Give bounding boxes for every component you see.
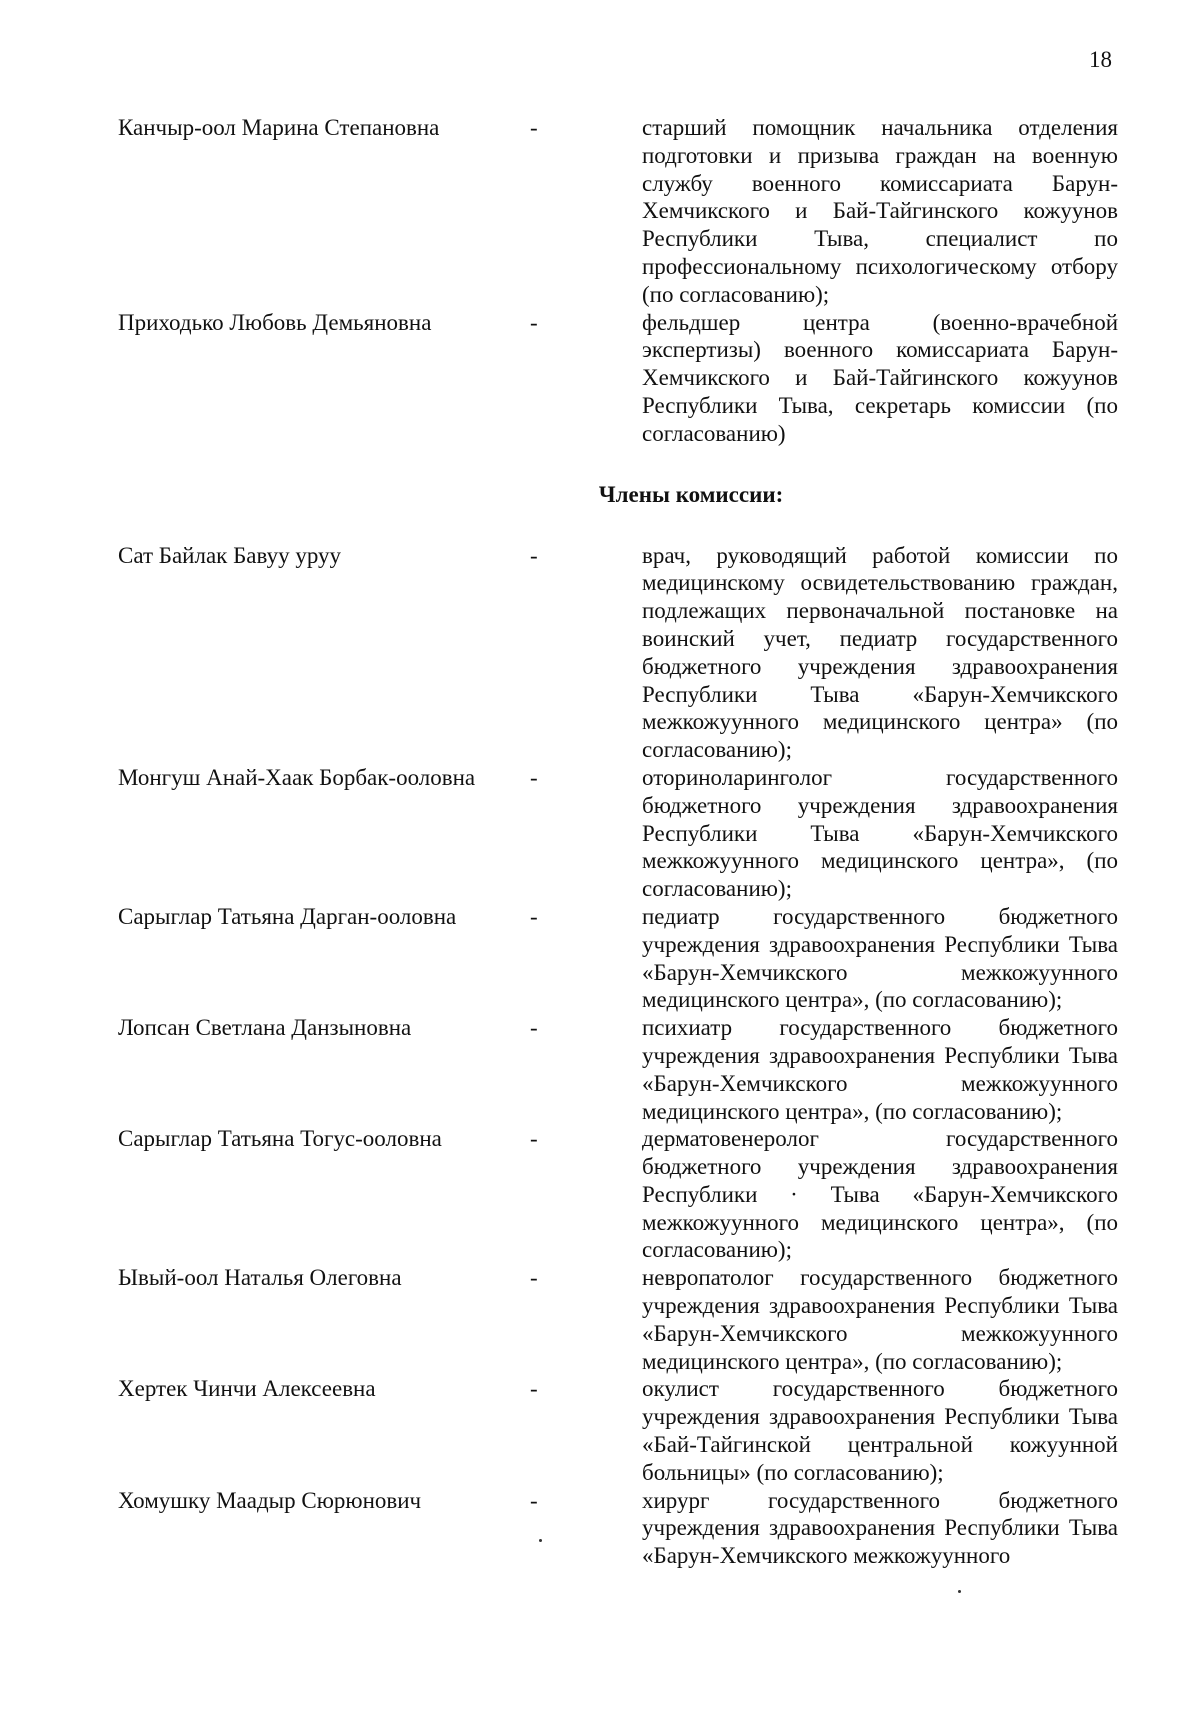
person-role: фельдшер центра (военно-врачебной экспертизы) военного комиссариата Барун-Хемчикского и Бай-Тайгинского кожуунов Республики Тыва, секретарь комиссии (по согласованию) (642, 309, 1118, 446)
member-role: окулист государственного бюджетного учреждения здравоохранения Республики Тыва «Бай-Тайгинской центральной кожуунной больницы» (по согласованию); (642, 1376, 1118, 1485)
member-role: дерматовенеролог государственного бюджетного учреждения здравоохранения Республики · Тыва «Барун-Хемчикского межкожуунного медицинского центра», (по согласованию); (642, 1126, 1118, 1263)
member-role: невропатолог государственного бюджетного учреждения здравоохранения Республики Тыва «Барун-Хемчикского межкожуунного медицинского центра», (по согласованию); (642, 1265, 1118, 1374)
member-name: Монгуш Анай-Хаак Борбак-ооловна (118, 764, 476, 790)
member-entry (118, 764, 1118, 903)
member-name: Хомушку Маадыр Сюрюнович (118, 1487, 422, 1513)
member-name: Сарыглар Татьяна Тогус-ооловна (118, 1126, 442, 1152)
dash-separator: - (530, 1015, 538, 1041)
member-role: педиатр государственного бюджетного учреждения здравоохранения Республики Тыва «Барун-Хемчикского межкожуунного медицинского центра», (по согласованию); (642, 903, 1118, 1013)
person-name: Приходько Любовь Демьяновна (118, 309, 432, 335)
member-name: Сат Байлак Бавуу уруу (118, 542, 342, 568)
member-role: психиатр государственного бюджетного учреждения здравоохранения Республики Тыва «Барун-Хемчикского межкожуунного медицинского центра», (по согласованию); (642, 1015, 1118, 1124)
person-role: старший помощник начальника отделения подготовки и призыва граждан на военную службу военного комиссариата Барун-Хемчикского и Бай-Тайгинского кожуунов Республики Тыва, специалист по профессиональному психологическому отбору (по согласованию); (642, 115, 1118, 307)
member-entry (118, 542, 1118, 764)
member-role: врач, руководящий работой комиссии по медицинскому освидетельствованию граждан, подлежащих первоначальной постановке на воинский учет, педиатр государственного бюджетного учреждения здравоохранения Республики Тыва «Барун-Хемчикского межкожуунного медицинского центра» (по согласованию); (642, 542, 1118, 763)
member-name: Ывый-оол Наталья Олеговна (118, 1265, 402, 1291)
member-name: Сарыглар Татьяна Дарган-ооловна (118, 903, 457, 929)
member-entry (118, 1125, 1118, 1264)
dash-separator: - (530, 1487, 538, 1513)
member-role: хирург государственного бюджетного учреждения здравоохранения Республики Тыва «Барун-Хемчикского межкожуунного (642, 1487, 1118, 1569)
member-entry (118, 1264, 1118, 1375)
dash-separator: - (530, 542, 538, 568)
scan-artifact (539, 1539, 542, 1542)
member-entry (118, 903, 1118, 1014)
person-name: Канчыр-оол Марина Степановна (118, 115, 440, 140)
member-role: оториноларинголог государственного бюджетного учреждения здравоохранения Республики Тыва «Барун-Хемчикского межкожуунного медицинского центра», (по согласованию); (642, 764, 1118, 902)
member-name: Хертек Чинчи Алексеевна (118, 1376, 376, 1402)
dash-separator: - (530, 1265, 538, 1291)
scan-artifact (958, 1590, 961, 1593)
dash-separator: - (530, 903, 538, 929)
dash-separator: - (530, 1376, 538, 1402)
page-number: 18 (1089, 47, 1112, 72)
member-name: Лопсан Светлана Данзыновна (118, 1015, 412, 1041)
member-entry (118, 1487, 1118, 1570)
commission-entry (118, 309, 1118, 448)
commission-entry (118, 114, 1118, 309)
document-body (118, 114, 1118, 1570)
dash-separator: - (530, 764, 538, 790)
dash-separator: - (530, 309, 538, 335)
section-heading: Члены комиссии: (598, 481, 784, 507)
member-entry (118, 1014, 1118, 1125)
member-entry (118, 1375, 1118, 1486)
dash-separator: - (530, 1126, 538, 1152)
dash-separator: - (530, 115, 538, 140)
